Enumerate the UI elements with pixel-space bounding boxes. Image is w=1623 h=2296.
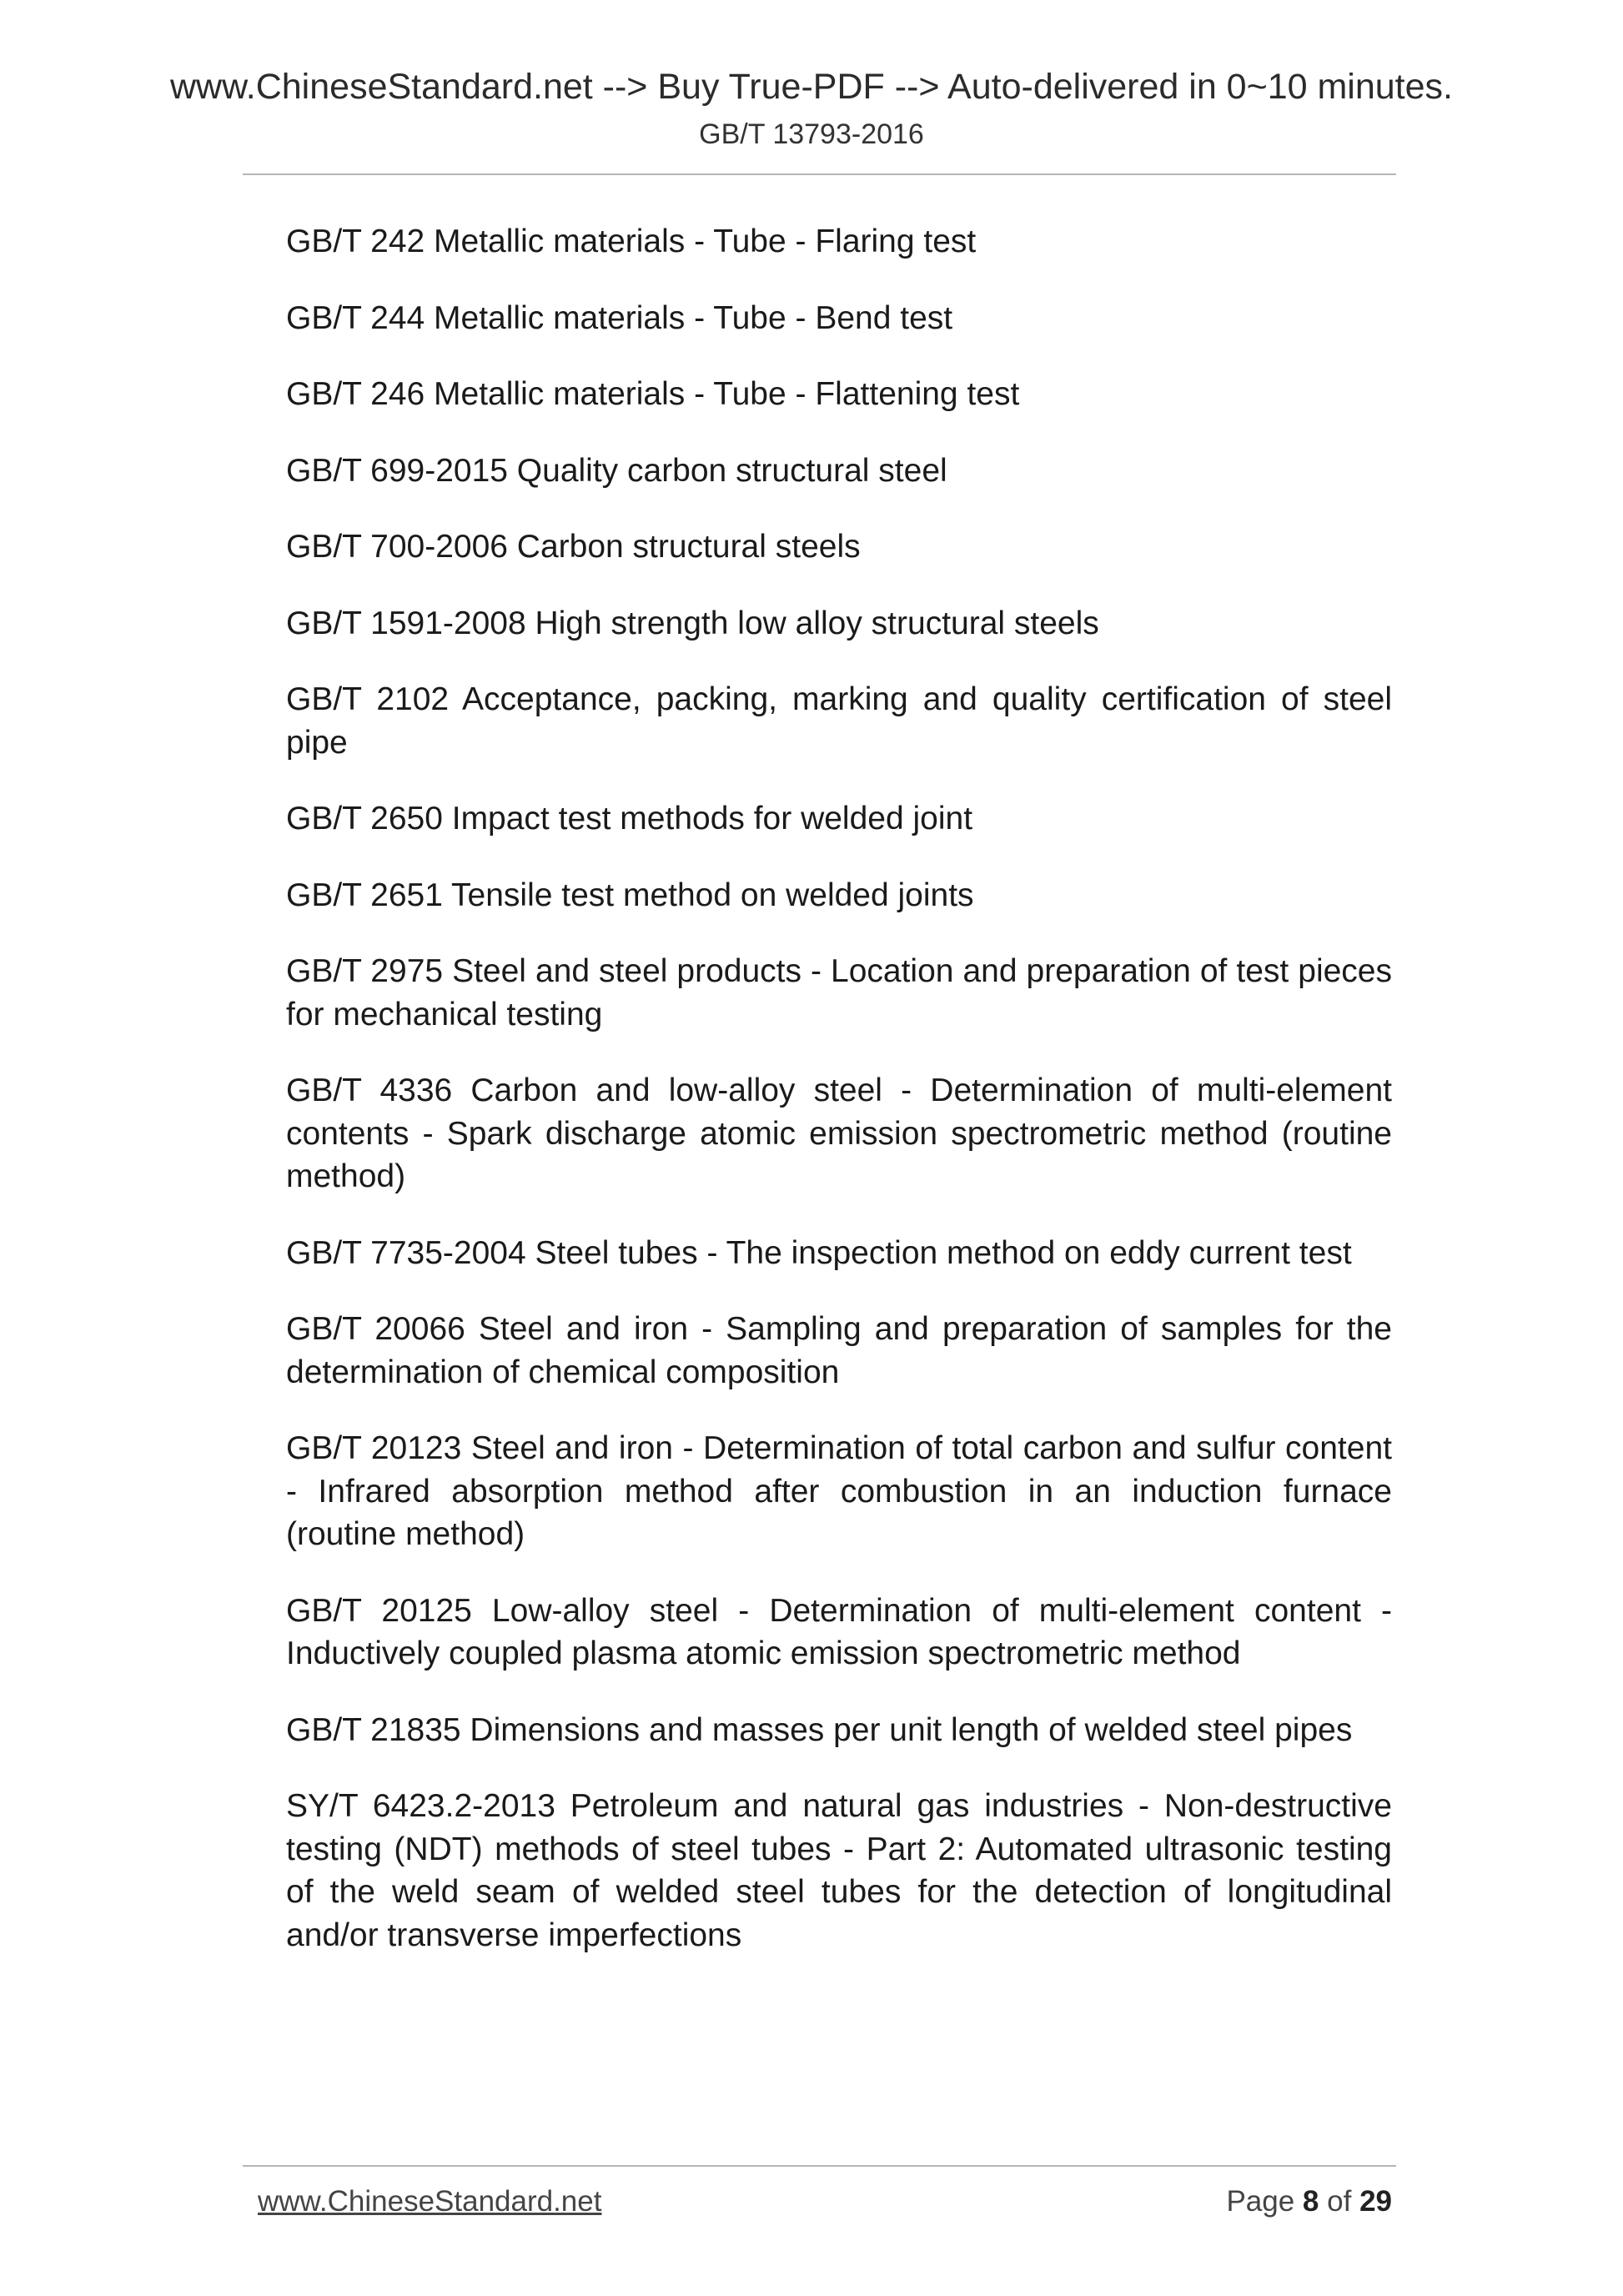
page-label: Page <box>1226 2185 1295 2218</box>
page-indicator <box>1226 2177 1392 2227</box>
reference-item: GB/T 246 Metallic materials - Tube - Flattening test <box>286 376 1020 412</box>
reference-item: GB/T 1591-2008 High strength low alloy structural steels <box>286 605 1099 641</box>
reference-item: GB/T 4336 Carbon and low-alloy steel - Determination of multi-element contents - Spark discharge atomic emission spectrometric method (routine method) <box>286 1073 1392 1194</box>
page-footer <box>258 2177 1392 2227</box>
normative-references-list <box>286 220 1392 1990</box>
reference-item: GB/T 7735-2004 Steel tubes - The inspection method on eddy current test <box>286 1234 1352 1271</box>
reference-item: GB/T 2651 Tensile test method on welded joints <box>286 877 974 913</box>
reference-item: SY/T 6423.2-2013 Petroleum and natural gas industries - Non-destructive testing (NDT) methods of steel tubes - Part 2: Automated ultrasonic testing of the weld seam of welded steel tubes for the detection of longitudinal and/or transverse imperfections <box>286 1788 1392 1953</box>
reference-item: GB/T 2102 Acceptance, packing, marking and quality certification of steel pipe <box>286 681 1392 761</box>
header-banner: www.ChineseStandard.net --> Buy True-PDF --> Auto-delivered in 0~10 minutes. <box>169 67 1453 107</box>
of-label: of <box>1327 2185 1352 2218</box>
reference-item: GB/T 2975 Steel and steel products - Location and preparation of test pieces for mechanical testing <box>286 953 1392 1032</box>
website-link[interactable]: www.ChineseStandard.net <box>258 2185 602 2218</box>
standard-id: GB/T 13793-2016 <box>699 118 924 150</box>
reference-item: GB/T 20123 Steel and iron - Determination of total carbon and sulfur content - Infrared absorption method after combustion in an induction furnace (routine method) <box>286 1430 1392 1552</box>
reference-item: GB/T 2650 Impact test methods for welded joint <box>286 801 973 837</box>
page-header <box>0 63 1623 155</box>
reference-item: GB/T 244 Metallic materials - Tube - Bend test <box>286 299 953 336</box>
footer-divider <box>243 2165 1396 2167</box>
reference-item: GB/T 20066 Steel and iron - Sampling and preparation of samples for the determination of chemical composition <box>286 1311 1392 1390</box>
header-divider <box>243 173 1396 175</box>
reference-item: GB/T 700-2006 Carbon structural steels <box>286 529 861 565</box>
total-pages-number: 29 <box>1359 2185 1392 2218</box>
reference-item: GB/T 20125 Low-alloy steel - Determination of multi-element content - Inductively coupled plasma atomic emission spectrometric method <box>286 1592 1392 1671</box>
reference-item: GB/T 242 Metallic materials - Tube - Flaring test <box>286 224 977 259</box>
reference-item: GB/T 21835 Dimensions and masses per unit length of welded steel pipes <box>286 1711 1353 1748</box>
reference-item: GB/T 699-2015 Quality carbon structural steel <box>286 452 947 489</box>
current-page-number: 8 <box>1302 2185 1319 2218</box>
